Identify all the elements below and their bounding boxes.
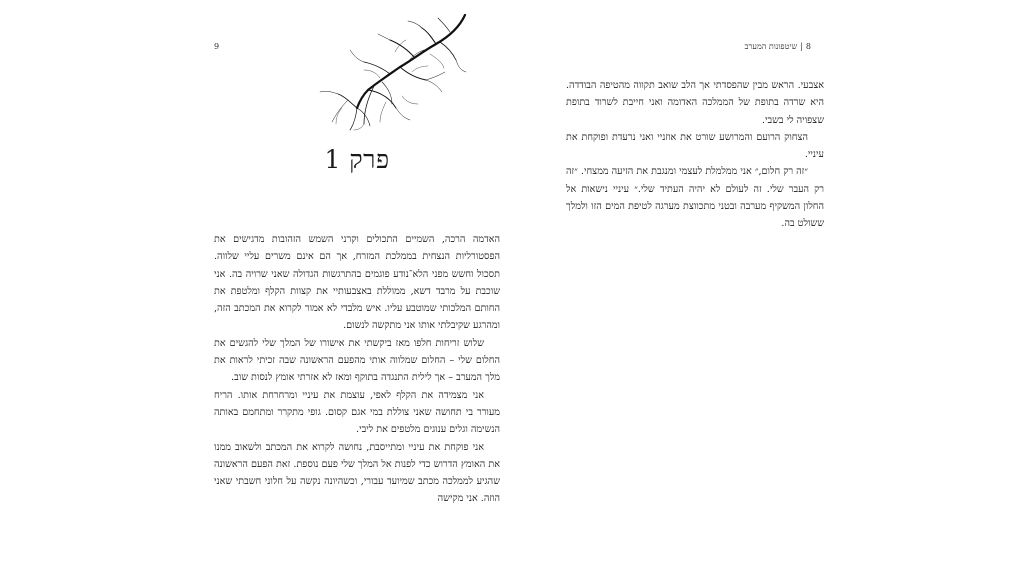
running-head: [745, 42, 811, 51]
paragraph: הצחוק הרועם והמרושע שורט את אוזניי ואני נרעדת ופוקחת את עיניי.: [566, 131, 824, 161]
paragraph: שלוש זריחות חלפו מאז ביקשתי את אישורו של המלך שלי להגשים את החלום שלי – החלום שמלווה אותי מהפעם הראשונה שבה זכיתי לראות את מלך המערב – אך לילית התנגדה בתוקף ומאז לא אזרתי אומץ לנסות שוב.: [214, 337, 500, 384]
paragraph: האדמה הרכה, השמיים התכולים וקרני השמש הזהובות מדגישים את הפסטורליות הנצחית בממלכת המזרח, אך הם אינם משרים עליי שלווה. תסכול וחשש מפני הלא־נודע פוגמים בהתרגשות הגדולה שאני שרויה בה. אני שוכבת על מרבד דשא, ממוללת באצבעותיי את קצוות הקלף ומלטפת את החותם המלכותי שמוטבע עליו. איש מלבדי לא אמור לקרוא את המכתב הזה, ומהרגע שקיבלתי אותו אני מתקשה לנשום.: [214, 234, 500, 332]
paragraph: אצבעי. הראש מבין שהפסדתי אך הלב שואב תקווה מהטיפה הבודדה. היא שרדה בתופת של הממלכה האדומה ואני חייבת לשרוד בתופת שצפויה לי בשבי.: [566, 80, 824, 126]
chapter-title: פרק 1: [324, 145, 390, 174]
paragraph: אני מצמידה את הקלף לאפי, עוצמת את עיניי ומרחרחת אותו. הריח מעורר בי תחושה שאני צוללת במי אגם קסום. גופי מתקרר ומתחמם באותה הנשימה וגלים ענוגים מלטפים את ליבי.: [214, 389, 500, 436]
paragraph: ״זה רק חלום,״ אני ממלמלת לעצמי ומנגבת את הזיעה ממצחי. ״זה רק העבר שלי. זה לעולם לא יהיה העתיד שלי.״ עיניי נישאות אל החלון המשקיף מערבה ובטני מתכווצת מערגה לטיפת המים הזו ולמלך ששולט בה.: [566, 166, 824, 230]
book-title: שיטפונות המערב: [744, 42, 798, 51]
left-page-body: [214, 231, 500, 508]
tree-branch-illustration: [150, 12, 475, 132]
separator: |: [800, 42, 803, 51]
paragraph: אני פוקחת את עיניי ומתייסבת, נחושה לקרוא את המכתב ולשאוב ממנו את האומץ הדרוש כדי לפנות אל המלך שלי פעם נוספת. זאת הפעם הראשונה שהגיע לממלכה מכתב שמיועד עבורי, וכשהיונה נקשה על חלוני חשבתי שאני הוזה. אני מקישה: [214, 441, 500, 505]
right-page-body: [566, 77, 824, 233]
page-number: 8: [805, 42, 811, 51]
right-page: [512, 0, 1024, 576]
page-number: 9: [214, 42, 220, 51]
